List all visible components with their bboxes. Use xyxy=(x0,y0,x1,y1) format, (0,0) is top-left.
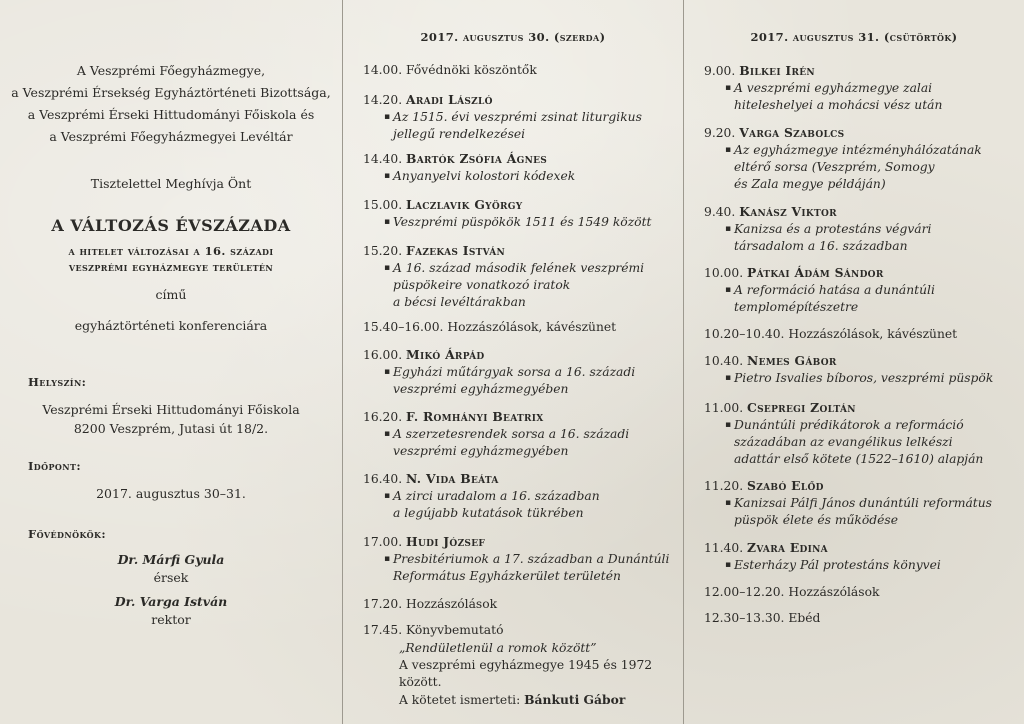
bullet-icon: ▪ xyxy=(725,145,732,155)
talk-line: Pietro Isvalies bíboros, veszprémi püspök xyxy=(734,371,994,385)
program-time: 15.00. xyxy=(363,198,403,212)
talk-title xyxy=(704,370,1022,387)
program-item xyxy=(363,408,681,460)
program-text: Hozzászólások, kávészünet xyxy=(447,320,617,334)
bullet-icon: ▪ xyxy=(384,263,391,273)
book-presenter-prefix: A kötetet ismerteti: xyxy=(399,693,521,707)
program-speaker: Laczlavik György xyxy=(406,197,523,212)
talk-line: A veszprémi egyházmegye zalai xyxy=(734,81,933,95)
program-speaker: Kanász Viktor xyxy=(739,204,837,219)
program-speaker: Aradi László xyxy=(406,92,493,107)
talk-line: Az egyházmegye intézményhálózatának xyxy=(734,143,982,157)
bullet-icon: ▪ xyxy=(384,491,391,501)
program-speaker: N. Vida Beáta xyxy=(406,471,499,486)
talk-title xyxy=(704,221,1022,255)
bullet-icon: ▪ xyxy=(725,285,732,295)
program-time: 11.20. xyxy=(704,479,744,493)
program-item-heading xyxy=(363,533,681,551)
patron-1 xyxy=(0,551,342,587)
program-item-heading xyxy=(704,62,1022,80)
patrons-label: Fővédnökök: xyxy=(28,527,106,541)
program-item-heading xyxy=(363,91,681,109)
bullet-icon: ▪ xyxy=(384,171,391,181)
program-item xyxy=(704,584,1022,601)
bullet-icon: ▪ xyxy=(384,554,391,564)
talk-line: jellegű rendelkezései xyxy=(393,127,526,141)
program-time: 14.00. xyxy=(363,63,403,77)
day2-panel xyxy=(683,0,1024,724)
program-item-heading xyxy=(363,196,681,214)
program-item-heading xyxy=(363,242,681,260)
day1-panel xyxy=(342,0,683,724)
program-item xyxy=(704,124,1022,193)
talk-line: A reformáció hatása a dunántúli xyxy=(734,283,935,297)
talk-line: századában az evangélikus lelkészi xyxy=(734,435,953,449)
program-speaker: Pátkai Ádám Sándor xyxy=(747,265,884,280)
program-speaker: F. Romhányi Beatrix xyxy=(406,409,544,424)
program-item xyxy=(363,319,681,336)
program-item xyxy=(363,622,681,639)
bullet-icon: ▪ xyxy=(725,498,732,508)
program-item-heading xyxy=(363,622,681,639)
book-subtitle: A veszprémi egyházmegye 1945 és 1972 között. xyxy=(399,658,653,689)
talk-title xyxy=(363,488,681,522)
program-speaker: Fazekas István xyxy=(406,243,506,258)
patron-name: Dr. Varga István xyxy=(114,594,228,609)
talk-line: a legújabb kutatások tükrében xyxy=(393,506,584,520)
talk-title xyxy=(363,168,681,185)
program-text: Fővédnöki köszöntők xyxy=(406,63,537,77)
bullet-icon: ▪ xyxy=(725,373,732,383)
patron-name: Dr. Márfi Gyula xyxy=(117,552,225,567)
talk-title xyxy=(704,142,1022,193)
date-label: Időpont: xyxy=(28,459,81,473)
program-item-heading xyxy=(704,124,1022,142)
program-item-heading xyxy=(363,596,681,613)
talk-line: adattár első kötete (1522–1610) alapján xyxy=(734,452,984,466)
talk-line: Veszprémi püspökök 1511 és 1549 között xyxy=(393,215,652,229)
program-item xyxy=(363,242,681,311)
subtitle-line: a hitelet változásai a 16. századi xyxy=(68,244,274,258)
program-item xyxy=(363,470,681,522)
talk-line: Anyanyelvi kolostori kódexek xyxy=(393,169,576,183)
program-time: 9.20. xyxy=(704,126,736,140)
talk-title xyxy=(704,80,1022,114)
program-time: 16.20. xyxy=(363,410,403,424)
talk-line: Református Egyházkerület területén xyxy=(393,569,621,583)
talk-line: a bécsi levéltárakban xyxy=(393,295,526,309)
program-speaker: Bartók Zsófia Ágnes xyxy=(406,151,548,166)
program-item xyxy=(704,539,1022,574)
program-time: 17.00. xyxy=(363,535,403,549)
program-time: 11.40. xyxy=(704,541,744,555)
program-item xyxy=(704,352,1022,387)
program-time: 12.30–13.30. xyxy=(704,611,785,625)
program-item-heading xyxy=(704,326,1022,343)
invite-text: Tisztelettel Meghívja Önt xyxy=(90,176,252,191)
location-line: Veszprémi Érseki Hittudományi Főiskola xyxy=(42,402,300,417)
program-item xyxy=(363,91,681,143)
book-presentation xyxy=(363,640,681,709)
talk-line: A 16. század második felének veszprémi xyxy=(393,261,645,275)
program-item-heading xyxy=(704,584,1022,601)
program-time: 10.00. xyxy=(704,266,744,280)
location-label: Helyszín: xyxy=(28,375,87,389)
talk-line: Az 1515. évi veszprémi zsinat liturgikus xyxy=(393,110,642,124)
program-item-heading xyxy=(704,352,1022,370)
program-speaker: Varga Szabolcs xyxy=(739,125,845,140)
talk-line: hiteleshelyei a mohácsi vész után xyxy=(734,98,943,112)
program-item xyxy=(363,62,681,79)
program-speaker: Zvara Edina xyxy=(747,540,828,555)
day2-header: 2017. augusztus 31. (csütörtök) xyxy=(750,30,958,44)
talk-title xyxy=(363,260,681,311)
organizer-line: a Veszprémi Főegyházmegyei Levéltár xyxy=(49,129,293,144)
bullet-icon: ▪ xyxy=(384,367,391,377)
program-item-heading xyxy=(363,470,681,488)
program-item xyxy=(363,346,681,398)
talk-line: templomépítészetre xyxy=(734,300,859,314)
talk-line: A zirci uradalom a 16. században xyxy=(393,489,600,503)
program-time: 16.00. xyxy=(363,348,403,362)
talk-line: társadalom a 16. században xyxy=(734,239,908,253)
organizer-line: a Veszprémi Érseki Hittudományi Főiskola és xyxy=(27,107,315,122)
bullet-icon: ▪ xyxy=(725,83,732,93)
talk-line: A szerzetesrendek sorsa a 16. századi xyxy=(393,427,630,441)
program-item xyxy=(704,399,1022,468)
talk-line: veszprémi egyházmegyében xyxy=(393,382,569,396)
book-title: „Rendületlenül a romok között” xyxy=(399,641,597,655)
bullet-icon: ▪ xyxy=(725,224,732,234)
program-item xyxy=(363,533,681,585)
talk-line: eltérő sorsa (Veszprém, Somogy xyxy=(734,160,935,174)
patron-title: rektor xyxy=(151,612,191,627)
program-item-heading xyxy=(363,319,681,336)
talk-line: püspök élete és működése xyxy=(734,513,899,527)
program-speaker: Csepregi Zoltán xyxy=(747,400,856,415)
program-text: Könyvbemutató xyxy=(406,623,504,637)
book-presenter: Bánkuti Gábor xyxy=(524,692,626,707)
book-presenter-line xyxy=(363,691,681,709)
program-time: 17.45. xyxy=(363,623,403,637)
talk-line: és Zala megye példáján) xyxy=(734,177,886,191)
talk-title xyxy=(363,426,681,460)
talk-title xyxy=(363,364,681,398)
program-item-heading xyxy=(363,408,681,426)
talk-title xyxy=(704,282,1022,316)
talk-line: püspökeire vonatkozó iratok xyxy=(393,278,571,292)
location-line: 8200 Veszprém, Jutasi út 18/2. xyxy=(73,421,269,436)
program-time: 15.20. xyxy=(363,244,403,258)
program-time: 14.40. xyxy=(363,152,403,166)
day1-header: 2017. augusztus 30. (szerda) xyxy=(420,30,606,44)
program-item xyxy=(704,326,1022,343)
program-speaker: Hudi József xyxy=(406,534,486,549)
program-speaker: Szabó Előd xyxy=(747,478,824,493)
program-item-heading xyxy=(704,264,1022,282)
event-title: A VÁLTOZÁS ÉVSZÁZADA xyxy=(51,216,291,235)
patron-title: érsek xyxy=(153,570,189,585)
program-item-heading xyxy=(704,477,1022,495)
bullet-icon: ▪ xyxy=(384,429,391,439)
program-time: 9.00. xyxy=(704,64,736,78)
program-text: Hozzászólások, kávészünet xyxy=(788,327,958,341)
program-item-heading xyxy=(363,62,681,79)
program-time: 10.20–10.40. xyxy=(704,327,785,341)
program-time: 15.40–16.00. xyxy=(363,320,444,334)
subtitle-line: veszprémi egyházmegye területén xyxy=(68,260,274,274)
talk-title xyxy=(704,495,1022,529)
event-subtitle xyxy=(0,243,342,275)
patron-2 xyxy=(0,593,342,629)
program-time: 12.00–12.20. xyxy=(704,585,785,599)
program-item xyxy=(704,62,1022,114)
conference-text: egyháztörténeti konferenciára xyxy=(74,318,268,333)
program-time: 11.00. xyxy=(704,401,744,415)
program-item xyxy=(704,264,1022,316)
program-text: Ebéd xyxy=(788,611,821,625)
program-speaker: Nemes Gábor xyxy=(747,353,837,368)
program-item-heading xyxy=(363,346,681,364)
invitation-panel xyxy=(0,0,342,724)
program-item-heading xyxy=(363,150,681,168)
cimu-text: című xyxy=(155,287,187,302)
program-item xyxy=(704,203,1022,255)
talk-title xyxy=(704,417,1022,468)
talk-line: Dunántúli prédikátorok a reformáció xyxy=(734,418,964,432)
talk-title xyxy=(704,557,1022,574)
organizer-line: A Veszprémi Főegyházmegye, xyxy=(76,63,266,78)
program-item-heading xyxy=(704,399,1022,417)
program-time: 10.40. xyxy=(704,354,744,368)
program-time: 17.20. xyxy=(363,597,403,611)
talk-line: Presbitériumok a 17. században a Dunántúli xyxy=(393,552,670,566)
talk-title xyxy=(363,214,681,231)
bullet-icon: ▪ xyxy=(725,420,732,430)
program-text: Hozzászólások xyxy=(788,585,880,599)
program-item-heading xyxy=(704,610,1022,627)
talk-line: Kanizsai Pálfi János dunántúli református xyxy=(734,496,992,510)
location-value xyxy=(0,400,342,438)
organizer-line: a Veszprémi Érsekség Egyháztörténeti Bizottsága, xyxy=(11,85,331,100)
program-item-heading xyxy=(704,539,1022,557)
program-item xyxy=(363,150,681,185)
program-item xyxy=(704,610,1022,627)
program-time: 16.40. xyxy=(363,472,403,486)
program-speaker: Bilkei Irén xyxy=(739,63,815,78)
program-time: 9.40. xyxy=(704,205,736,219)
talk-line: veszprémi egyházmegyében xyxy=(393,444,569,458)
program-item xyxy=(363,196,681,231)
talk-line: Esterházy Pál protestáns könyvei xyxy=(734,558,941,572)
talk-title xyxy=(363,551,681,585)
program-time: 14.20. xyxy=(363,93,403,107)
program-item-heading xyxy=(704,203,1022,221)
bullet-icon: ▪ xyxy=(384,217,391,227)
talk-title xyxy=(363,109,681,143)
organizers xyxy=(0,60,342,148)
bullet-icon: ▪ xyxy=(384,112,391,122)
program-item xyxy=(704,477,1022,529)
talk-line: Kanizsa és a protestáns végvári xyxy=(734,222,932,236)
date-value: 2017. augusztus 30–31. xyxy=(96,486,246,501)
program-text: Hozzászólások xyxy=(406,597,498,611)
program-item xyxy=(363,596,681,613)
talk-line: Egyházi műtárgyak sorsa a 16. századi xyxy=(393,365,636,379)
bullet-icon: ▪ xyxy=(725,560,732,570)
program-speaker: Mikó Árpád xyxy=(406,347,485,362)
